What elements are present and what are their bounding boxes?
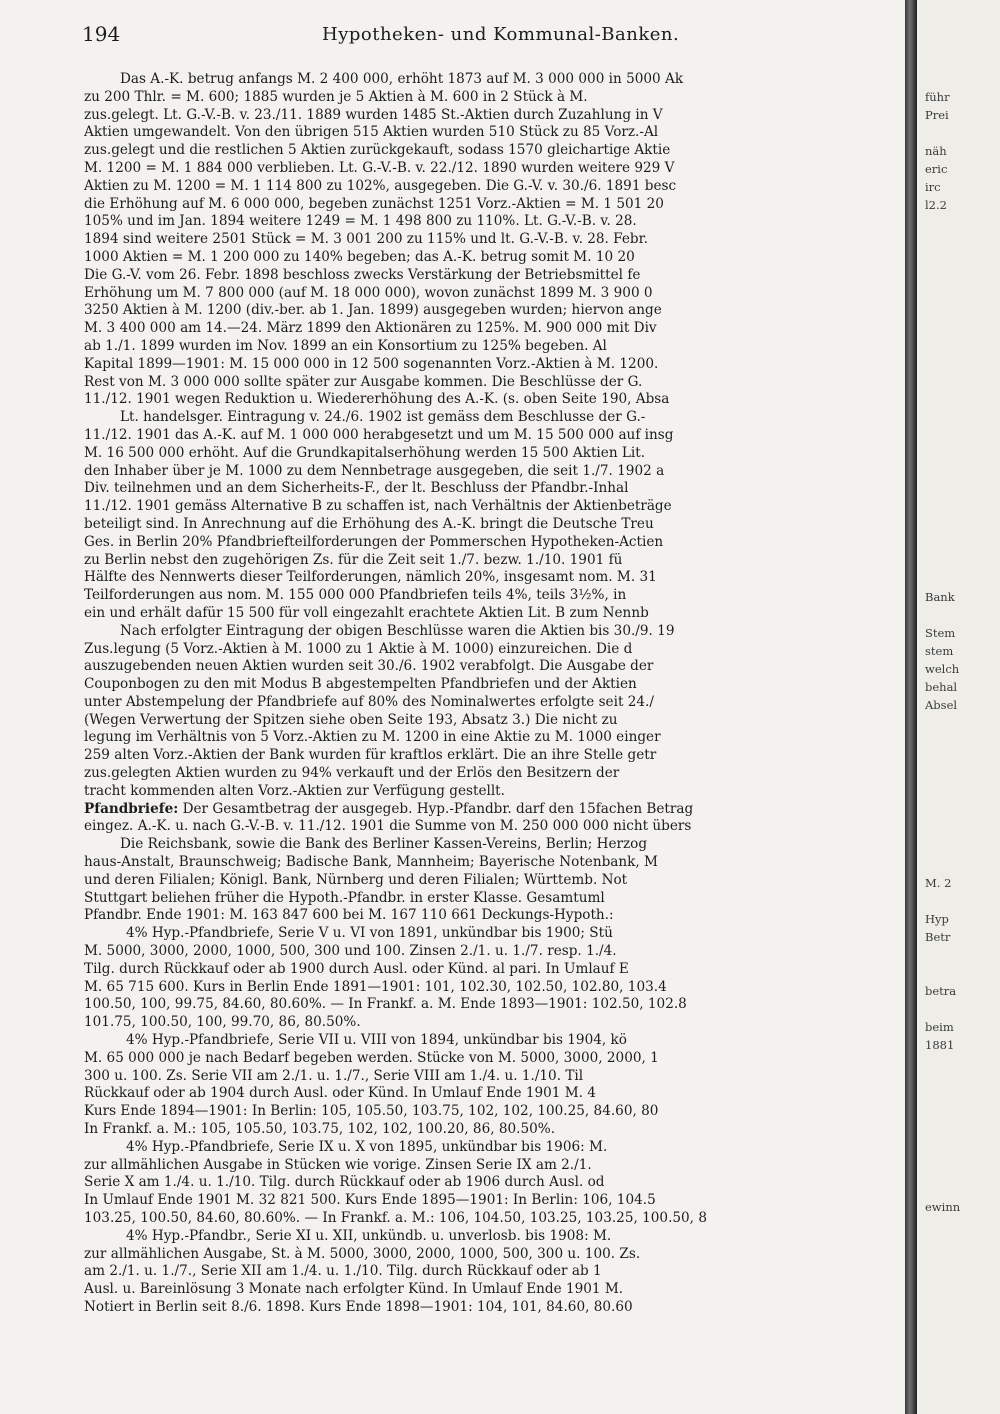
line-text: Div. teilnehmen und an dem Sicherheits-F., der lt. Beschluss der Pfandbr.-Inhal <box>84 480 629 497</box>
text-line <box>84 783 899 801</box>
text-line <box>84 516 899 534</box>
line-text: tracht kommenden alten Vorz.-Aktien zur Verfügung gestellt. <box>84 782 505 799</box>
line-text: 11./12. 1901 gemäss Alternative B zu schaffen ist, nach Verhältnis der Aktienbeträge <box>84 498 672 515</box>
line-text: 11./12. 1901 wegen Reduktion u. Wiedererhöhung des A.-K. (s. oben Seite 190, Absa <box>84 391 670 408</box>
line-text: Die G.-V. vom 26. Febr. 1898 beschloss zwecks Verstärkung der Betriebsmittel fe <box>84 266 641 283</box>
text-line <box>84 801 899 819</box>
adjacent-text-fragment: Betr <box>925 930 951 944</box>
line-text: M. 65 000 000 je nach Bedarf begeben werden. Stücke von M. 5000, 3000, 2000, 1 <box>84 1049 659 1066</box>
page-gutter <box>905 0 917 1414</box>
text-line <box>84 249 899 267</box>
adjacent-page-fragment <box>917 0 1000 1414</box>
line-text: 11./12. 1901 das A.-K. auf M. 1 000 000 herabgesetzt und um M. 15 500 000 auf insg <box>84 426 674 443</box>
text-line <box>84 196 899 214</box>
adjacent-text-fragment: betra <box>925 984 957 998</box>
adjacent-text-fragment: welch <box>925 662 960 676</box>
text-line <box>84 534 899 552</box>
text-line <box>84 1014 899 1032</box>
page-number: 194 <box>82 22 121 46</box>
line-text: Der Gesamtbetrag der ausgegeb. Hyp.-Pfandbr. darf den 15fachen Betrag <box>178 800 694 817</box>
text-line <box>84 569 899 587</box>
line-text: eingez. A.-K. u. nach G.-V.-B. v. 11./12. 1901 die Summe von M. 250 000 000 nicht übers <box>84 818 692 835</box>
line-text: Nach erfolgter Eintragung der obigen Beschlüsse waren die Aktien bis 30./9. 19 <box>120 622 675 639</box>
line-text: legung im Verhältnis von 5 Vorz.-Aktien zu M. 1200 in eine Aktie zu M. 1000 einger <box>84 729 661 746</box>
adjacent-text-fragment: führ <box>925 90 950 104</box>
line-text: Erhöhung um M. 7 800 000 (auf M. 18 000 000), wovon zunächst 1899 M. 3 900 0 <box>84 284 653 301</box>
line-text: den Inhaber über je M. 1000 zu dem Nennbetrage ausgegeben, die seit 1./7. 1902 a <box>84 462 665 479</box>
adjacent-text-fragment: näh <box>925 144 947 158</box>
text-line <box>84 302 899 320</box>
line-text: 4% Hyp.-Pfandbr., Serie XI u. XII, unkündb. u. unverlosb. bis 1908: M. <box>126 1227 612 1244</box>
adjacent-text-fragment: M. 2 <box>925 876 952 890</box>
line-text: ab 1./1. 1899 wurden im Nov. 1899 an ein Konsortium zu 125% begeben. Al <box>84 337 607 354</box>
text-line <box>84 907 899 925</box>
text-line <box>84 658 899 676</box>
line-text: Lt. handelsger. Eintragung v. 24./6. 1902 ist gemäss dem Beschlusse der G.- <box>120 409 646 426</box>
text-line <box>84 124 899 142</box>
adjacent-text-fragment: ewinn <box>925 1200 961 1214</box>
line-text: 1000 Aktien = M. 1 200 000 zu 140% begeben; das A.-K. betrug somit M. 10 20 <box>84 248 635 265</box>
line-text: (Wegen Verwertung der Spitzen siehe oben Seite 193, Absatz 3.) Die nicht zu <box>84 711 618 728</box>
text-line <box>84 480 899 498</box>
text-line <box>84 765 899 783</box>
text-line <box>84 1228 899 1246</box>
adjacent-text-fragment: Absel <box>925 698 958 712</box>
line-text: Rest von M. 3 000 000 sollte später zur Ausgabe kommen. Die Beschlüsse der G. <box>84 373 643 390</box>
text-line <box>84 1103 899 1121</box>
text-line <box>84 107 899 125</box>
section-heading: Pfandbriefe: <box>84 800 179 817</box>
line-text: Rückkauf oder ab 1904 durch Ausl. oder Künd. In Umlauf Ende 1901 M. 4 <box>84 1085 596 1102</box>
text-line <box>84 729 899 747</box>
line-text: 4% Hyp.-Pfandbriefe, Serie V u. VI von 1891, unkündbar bis 1900; Stü <box>126 925 613 942</box>
text-line <box>84 142 899 160</box>
line-text: Ges. in Berlin 20% Pfandbriefteilforderungen der Pommerschen Hypotheken-Actien <box>84 533 664 550</box>
line-text: Pfandbr. Ende 1901: M. 163 847 600 bei M. 167 110 661 Deckungs-Hypoth.: <box>84 907 614 924</box>
text-line <box>84 854 899 872</box>
line-text: haus-Anstalt, Braunschweig; Badische Bank, Mannheim; Bayerische Notenbank, M <box>84 854 658 871</box>
text-line <box>84 836 899 854</box>
line-text: Ausl. u. Bareinlösung 3 Monate nach erfolgter Künd. In Umlauf Ende 1901 M. <box>84 1281 624 1298</box>
text-line <box>84 1032 899 1050</box>
line-text: 105% und im Jan. 1894 weitere 1249 = M. 1 498 800 zu 110%. Lt. G.-V.-B. v. 28. <box>84 213 637 230</box>
line-text: zus.gelegt. Lt. G.-V.-B. v. 23./11. 1889 wurden 1485 St.-Aktien durch Zuzahlung in V <box>84 106 663 123</box>
text-line <box>84 427 899 445</box>
line-text: zur allmählichen Ausgabe, St. à M. 5000, 3000, 2000, 1000, 500, 300 u. 100. Zs. <box>84 1245 641 1262</box>
text-line <box>84 1299 777 1317</box>
text-line <box>84 961 899 979</box>
adjacent-text-fragment: Hyp <box>925 912 949 926</box>
line-text: M. 65 715 600. Kurs in Berlin Ende 1891—1901: 101, 102.30, 102.50, 102.80, 103.4 <box>84 978 667 995</box>
text-line <box>84 285 899 303</box>
line-text: 4% Hyp.-Pfandbriefe, Serie IX u. X von 1895, unkündbar bis 1906: M. <box>126 1138 608 1155</box>
text-line <box>84 694 899 712</box>
text-line <box>84 747 899 765</box>
line-text: zu Berlin nebst den zugehörigen Zs. für die Zeit seit 1./7. bezw. 1./10. 1901 fü <box>84 551 623 568</box>
adjacent-text-fragment: stem <box>925 644 954 658</box>
text-line <box>84 1157 899 1175</box>
adjacent-text-fragment: beim <box>925 1020 954 1034</box>
adjacent-text-fragment: 1881 <box>925 1038 955 1052</box>
text-line <box>84 71 899 89</box>
text-line <box>84 587 899 605</box>
line-text: Kapital 1899—1901: M. 15 000 000 in 12 500 sogenannten Vorz.-Aktien à M. 1200. <box>84 355 659 372</box>
text-line <box>84 160 899 178</box>
line-text: zus.gelegten Aktien wurden zu 94% verkauft und der Erlös den Besitzern der <box>84 765 620 782</box>
adjacent-text-fragment: Bank <box>925 590 955 604</box>
text-line <box>84 267 899 285</box>
body-text <box>84 71 899 1391</box>
text-line <box>84 463 899 481</box>
adjacent-text-fragment: behal <box>925 680 958 694</box>
running-title: Hypotheken- und Kommunal-Banken. <box>322 24 680 45</box>
text-line <box>84 320 899 338</box>
text-line <box>84 498 899 516</box>
line-text: M. 16 500 000 erhöht. Auf die Grundkapitalserhöhung werden 15 500 Aktien Lit. <box>84 444 646 461</box>
adjacent-text-fragment: eric <box>925 162 948 176</box>
line-text: auszugebenden neuen Aktien wurden seit 30./6. 1902 verabfolgt. Die Ausgabe der <box>84 658 654 675</box>
text-line <box>84 374 899 392</box>
text-line <box>84 89 899 107</box>
line-text: M. 5000, 3000, 2000, 1000, 500, 300 und 100. Zinsen 2./1. u. 1./7. resp. 1./4. <box>84 943 617 960</box>
line-text: 101.75, 100.50, 100, 99.70, 86, 80.50%. <box>84 1014 361 1031</box>
adjacent-text-fragment: Prei <box>925 108 949 122</box>
line-text: 4% Hyp.-Pfandbriefe, Serie VII u. VIII von 1894, unkündbar bis 1904, kö <box>126 1032 627 1049</box>
text-line <box>84 552 899 570</box>
line-text: Das A.-K. betrug anfangs M. 2 400 000, erhöht 1873 auf M. 3 000 000 in 5000 Ak <box>120 71 684 87</box>
adjacent-text-fragment: l2.2 <box>925 198 947 212</box>
line-text: M. 3 400 000 am 14.—24. März 1899 den Aktionären zu 125%. M. 900 000 mit Div <box>84 320 657 337</box>
line-text: am 2./1. u. 1./7., Serie XII am 1./4. u. 1./10. Tilg. durch Rückkauf oder ab 1 <box>84 1263 602 1280</box>
text-line <box>84 231 899 249</box>
text-line <box>84 943 899 961</box>
text-line <box>84 979 899 997</box>
text-line <box>84 409 899 427</box>
line-text: M. 1200 = M. 1 884 000 verblieben. Lt. G.-V.-B. v. 22./12. 1890 wurden weitere 929 V <box>84 159 675 176</box>
text-line <box>84 872 899 890</box>
text-line <box>84 391 899 409</box>
line-text: Tilg. durch Rückkauf oder ab 1900 durch Ausl. oder Künd. al pari. In Umlauf E <box>84 960 629 977</box>
line-text: Aktien zu M. 1200 = M. 1 114 800 zu 102%, ausgegeben. Die G.-V. v. 30./6. 1891 besc <box>84 177 677 194</box>
text-line <box>84 1174 899 1192</box>
line-text: Aktien umgewandelt. Von den übrigen 515 Aktien wurden 510 Stück zu 85 Vorz.-Al <box>84 124 659 141</box>
line-text: Zus.legung (5 Vorz.-Aktien à M. 1000 zu 1 Aktie à M. 1000) einzureichen. Die d <box>84 640 633 657</box>
text-line <box>84 1121 899 1139</box>
line-text: 1894 sind weitere 2501 Stück = M. 3 001 200 zu 115% und lt. G.-V.-B. v. 28. Febr. <box>84 231 648 248</box>
line-text: Teilforderungen aus nom. M. 155 000 000 Pfandbriefen teils 4%, teils 3½%, in <box>84 587 627 604</box>
text-line <box>84 213 899 231</box>
text-line <box>84 1139 899 1157</box>
text-line <box>84 445 899 463</box>
text-line <box>84 178 899 196</box>
text-line <box>84 925 899 943</box>
adjacent-text-fragment: Stem <box>925 626 956 640</box>
line-text: Couponbogen zu den mit Modus B abgestempelten Pfandbriefen und der Aktien <box>84 676 637 693</box>
line-text: die Erhöhung auf M. 6 000 000, begeben zunächst 1251 Vorz.-Aktien = M. 1 501 20 <box>84 195 664 212</box>
line-text: ein und erhält dafür 15 500 für voll eingezahlt erachtete Aktien Lit. B zum Nennb <box>84 604 649 621</box>
line-text: 103.25, 100.50, 84.60, 80.60%. — In Frankf. a. M.: 106, 104.50, 103.25, 103.25, 100.50, 8 <box>84 1210 707 1226</box>
line-text: zus.gelegt und die restlichen 5 Aktien zurückgekauft, sodass 1570 gleichartige Aktie <box>84 142 671 159</box>
text-line <box>84 818 899 836</box>
text-line <box>84 1050 899 1068</box>
text-line <box>84 1085 899 1103</box>
text-line <box>84 338 899 356</box>
line-text: 3250 Aktien à M. 1200 (div.-ber. ab 1. Jan. 1899) ausgegeben wurden; hiervon ange <box>84 302 662 319</box>
line-text: Serie X am 1./4. u. 1./10. Tilg. durch Rückkauf oder ab 1906 durch Ausl. od <box>84 1174 605 1191</box>
text-line <box>84 623 899 641</box>
line-text: 100.50, 100, 99.75, 84.60, 80.60%. — In Frankf. a. M. Ende 1893—1901: 102.50, 102.8 <box>84 996 687 1013</box>
line-text: zu 200 Thlr. = M. 600; 1885 wurden je 5 Aktien à M. 600 in 2 Stück à M. <box>84 88 588 105</box>
line-text: Hälfte des Nennwerts dieser Teilforderungen, nämlich 20%, insgesamt nom. M. 31 <box>84 569 657 586</box>
text-line <box>84 1192 899 1210</box>
text-line <box>84 890 899 908</box>
text-line <box>84 356 899 374</box>
text-line <box>84 605 899 623</box>
text-line <box>84 1068 899 1086</box>
line-text: und deren Filialen; Königl. Bank, Nürnberg und deren Filialen; Württemb. Not <box>84 871 628 888</box>
adjacent-text-fragment: irc <box>925 180 941 194</box>
line-text: Die Reichsbank, sowie die Bank des Berliner Kassen-Vereins, Berlin; Herzog <box>120 836 648 853</box>
line-text: 259 alten Vorz.-Aktien der Bank wurden für kraftlos erklärt. Die an ihre Stelle getr <box>84 747 657 764</box>
text-line <box>84 996 899 1014</box>
line-text: Kurs Ende 1894—1901: In Berlin: 105, 105.50, 103.75, 102, 102, 100.25, 84.60, 80 <box>84 1103 659 1120</box>
text-line <box>84 1246 899 1264</box>
text-line <box>84 1210 899 1228</box>
text-line <box>84 712 899 730</box>
line-text: In Frankf. a. M.: 105, 105.50, 103.75, 102, 102, 100.20, 86, 80.50%. <box>84 1121 556 1138</box>
line-text: In Umlauf Ende 1901 M. 32 821 500. Kurs Ende 1895—1901: In Berlin: 106, 104.5 <box>84 1192 656 1209</box>
line-text: Stuttgart beliehen früher die Hypoth.-Pfandbr. in erster Klasse. Gesamtuml <box>84 889 605 906</box>
text-line <box>84 1281 899 1299</box>
text-line <box>84 1263 899 1281</box>
line-text: 300 u. 100. Zs. Serie VII am 2./1. u. 1./7., Serie VIII am 1./4. u. 1./10. Til <box>84 1067 584 1084</box>
line-text: zur allmählichen Ausgabe in Stücken wie vorige. Zinsen Serie IX am 2./1. <box>84 1156 592 1173</box>
text-line <box>84 641 899 659</box>
page-header <box>82 22 882 52</box>
line-text: unter Abstempelung der Pfandbriefe auf 80% des Nominalwertes erfolgte seit 24./ <box>84 693 654 710</box>
line-text: Notiert in Berlin seit 8./6. 1898. Kurs Ende 1898—1901: 104, 101, 84.60, 80.60 <box>84 1298 633 1315</box>
text-line <box>84 676 899 694</box>
line-text: beteiligt sind. In Anrechnung auf die Erhöhung des A.-K. bringt die Deutsche Treu <box>84 515 654 532</box>
